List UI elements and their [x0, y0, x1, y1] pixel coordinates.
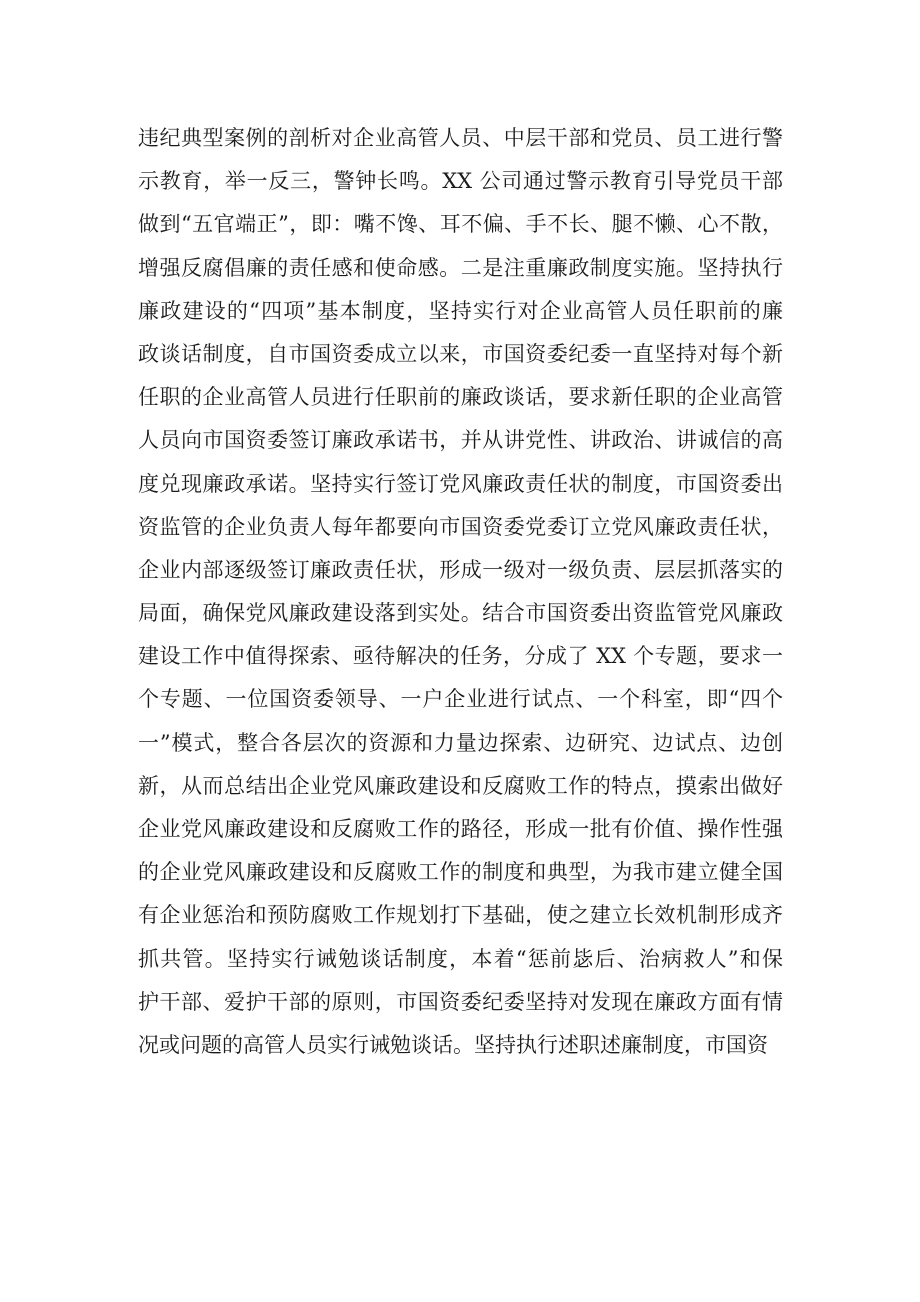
text-line: 政谈话制度，自市国资委成立以来，市国资委纪委一直坚持对每个新	[138, 341, 783, 366]
text-line: 企业内部逐级签订廉政责任状，形成一级对一级负责、层层抓落实的	[138, 557, 783, 582]
text-line: 任职的企业高管人员进行任职前的廉政谈话，要求新任职的企业高管	[138, 385, 783, 410]
text-line: 廉政建设的“四项”基本制度，坚持实行对企业高管人员任职前的廉	[138, 298, 783, 323]
text-line: 有企业惩治和预防腐败工作规划打下基础，使之建立长效机制形成齐	[138, 903, 783, 928]
text-line: 新，从而总结出企业党风廉政建设和反腐败工作的特点，摸索出做好	[138, 773, 783, 798]
text-line: 企业党风廉政建设和反腐败工作的路径，形成一批有价值、操作性强	[138, 817, 783, 841]
text-line: 违纪典型案例的剖析对企业高管人员、中层干部和党员、员工进行警	[138, 126, 783, 150]
text-line: 护干部、爱护干部的原则，市国资委纪委坚持对发现在廉政方面有情	[138, 989, 783, 1014]
text-line: 一”模式，整合各层次的资源和力量边探索、边研究、边试点、边创	[138, 730, 783, 755]
text-line: 抓共管。坚持实行诫勉谈话制度，本着“惩前毖后、治病救人”和保	[138, 946, 783, 971]
text-line: 示教育，举一反三，警钟长鸣。XX 公司通过警示教育引导党员干部	[138, 169, 783, 194]
text-line: 况或问题的高管人员实行诫勉谈话。坚持执行述职述廉制度，市国资	[138, 1032, 768, 1057]
text-line: 人员向市国资委签订廉政承诺书，并从讲党性、讲政治、讲诚信的高	[138, 428, 783, 453]
text-line: 局面，确保党风廉政建设落到实处。结合市国资委出资监管党风廉政	[138, 601, 783, 626]
text-line: 建设工作中值得探索、亟待解决的任务，分成了 XX 个专题，要求一	[138, 644, 783, 669]
text-line: 做到“五官端正”，即：嘴不馋、耳不偏、手不长、腿不懒、心不散，	[138, 212, 783, 237]
text-line: 度兑现廉政承诺。坚持实行签订党风廉政责任状的制度，市国资委出	[138, 471, 783, 496]
text-line: 的企业党风廉政建设和反腐败工作的制度和典型，为我市建立健全国	[138, 860, 783, 885]
text-line: 资监管的企业负责人每年都要向市国资委党委订立党风廉政责任状，	[138, 514, 783, 539]
text-line: 增强反腐倡廉的责任感和使命感。二是注重廉政制度实施。坚持执行	[138, 255, 783, 280]
text-line: 个专题、一位国资委领导、一户企业进行试点、一个科室，即“四个	[138, 687, 783, 712]
body-text	[138, 117, 783, 1067]
